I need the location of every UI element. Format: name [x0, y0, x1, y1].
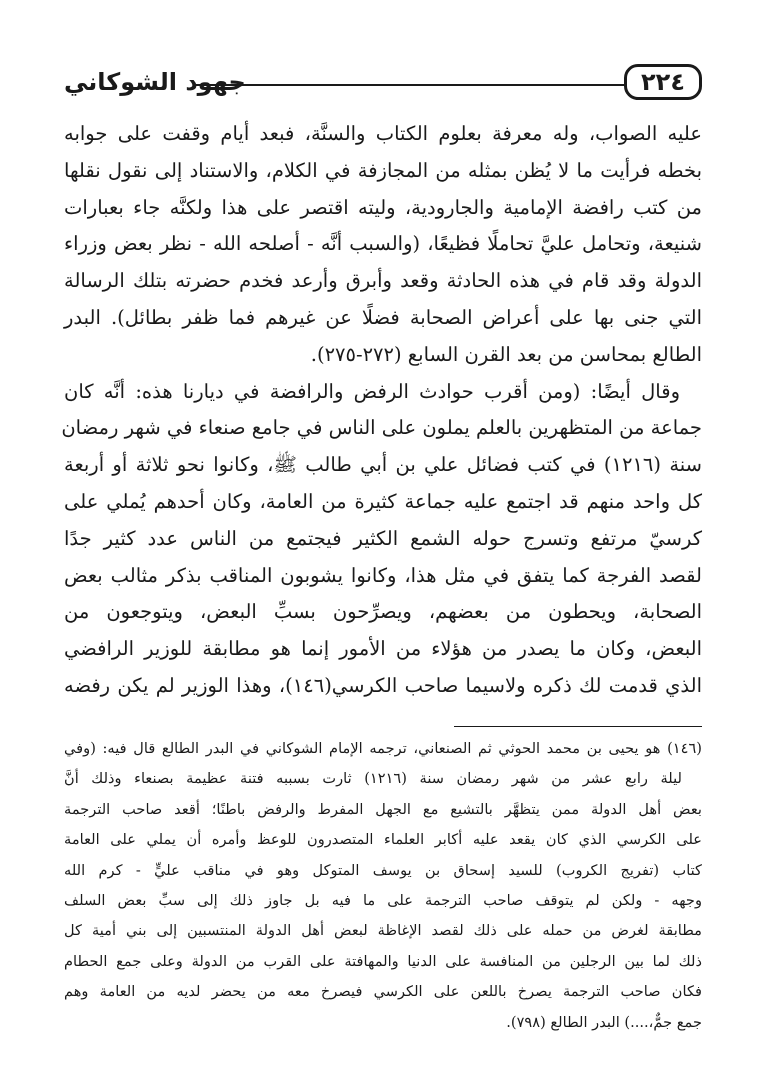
page-header	[64, 62, 702, 106]
footnote-line: مطابقة لغرض من حمله على ذلك لقصد الإغاظة لبعض أهل الدولة المنتسبين إلى بني أمية كل	[64, 922, 702, 940]
footnote-line: ليلة رابع عشر من شهر رمضان سنة (١٢١٦) ثارت بسببه فتنة عظيمة بصنعاء وذلك أنَّ	[64, 770, 682, 788]
body-line: وقال أيضًا: (ومن أقرب حوادث الرفض والرافضة في ديارنا هذه: أنَّه كان	[64, 379, 680, 403]
body-line: التي جنى بها على أعراض الصحابة فضلًا عن غيرهم فما ظفر بطائل). البدر	[64, 305, 702, 329]
footnote-line: (١٤٦) هو يحيى بن محمد الحوثي ثم الصنعاني، ترجمه الإمام الشوكاني في البدر الطالع قال فيه: (وفي	[64, 740, 702, 757]
body-line: شنيعة، وتحامل عليَّ تحاملًا فظيعًا، (والسبب أنَّه - أصلحه الله - نظر بعض وزراء	[64, 232, 702, 256]
book-title: جهود الشوكاني	[64, 68, 246, 96]
body-line: البعض، وكان ما يصدر من هؤلاء من الأمور إنما هو مطابقة للوزير الرافضي	[64, 637, 702, 661]
footnote-line: فكان صاحب الترجمة يصرخ باللعن على الكرسي فيصرخ معه من يحضر لديه من العامة وهم	[64, 983, 702, 1001]
footnote-separator	[454, 726, 702, 727]
body-line: كرسيّ مرتفع وتسرج حوله الشمع الكثير فيجتمع من الناس عدد كثير جدًا	[64, 526, 702, 550]
body-line: بخطه فرأيت ما لا يُظن بمثله من المجازفة في الكلام، والاستناد إلى نقول نقلها	[64, 158, 702, 182]
body-line: جماعة من المتظهرين بالعلم يملون على الناس في جامع صنعاء في شهر رمضان	[61, 416, 702, 440]
footnote-line: جمع جمٌّ،....) البدر الطالع (٧٩٨).	[506, 1013, 702, 1031]
body-line: سنة (١٢١٦) في كتب فضائل علي بن أبي طالب ﷺ، وكانوا نحو ثلاثة أو أربعة	[64, 453, 702, 477]
footnote-line: بعض أهل الدولة ممن يتظهَّر بالتشيع مع الجهل المفرط والرفض باطنًا؛ أقعد صاحب الترجمة	[64, 800, 702, 818]
body-line: الذي قدمت لك ذكره ولاسيما صاحب الكرسي(١٤٦)، وهذا الوزير لم يكن رفضه	[64, 673, 702, 697]
body-line: من كتب رافضة الإمامية والجارودية، وليته اقتصر على هذا ولكنَّه جاء بعبارات	[64, 195, 702, 219]
body-text	[61, 116, 702, 705]
body-line: الصحابة، ويحطون من بعضهم، ويصرِّحون بسبِّ البعض، ويتوجعون من	[64, 600, 702, 624]
body-line: عليه الصواب، وله معرفة بعلوم الكتاب والسنَّة، فبعد أيام وقفت على جوابه	[64, 122, 702, 145]
body-line: كل واحد منهم قد اجتمع عليه جماعة كثيرة من العامة، وكان أحدهم يُملي على	[64, 489, 702, 513]
footnote-line: وجهه - ولكن لم يتوقف صاحب الترجمة على ما فيه بل جاوز ذلك إلى سبِّ بعض السلف	[64, 891, 702, 909]
footnote-line: على الكرسي الذي كان يقعد عليه أكابر العلماء المتصدرون للوعظ وأمره أن يملي على العامة	[64, 831, 702, 849]
page-number	[624, 64, 702, 100]
page-number-text: ٢٢٤	[641, 68, 685, 96]
body-line: الدولة وقد قام في هذه الحادثة وقعد وأبرق وأرعد فخدم حضرته بتلك الرسالة	[64, 269, 702, 293]
header-rule	[194, 84, 624, 86]
body-line: الطالع بمحاسن من بعد القرن السابع (٢٧٢-٢٧٥).	[310, 342, 702, 366]
footnotes	[64, 734, 702, 1038]
footnote-line: كتاب (تفريج الكروب) للسيد إسحاق بن يوسف المتوكل وهو في مناقب عليٍّ - كرم الله	[64, 861, 702, 879]
footnote-line: ذلك لما بين الرجلين من المنافسة على الدنيا والمهافتة على القرب من الدولة وعلى جمع الحطام	[64, 952, 702, 970]
body-line: لقصد الفرجة كما يتفق في مثل هذا، وكانوا يشوبون المناقب بذكر مثالب بعض	[64, 563, 702, 587]
